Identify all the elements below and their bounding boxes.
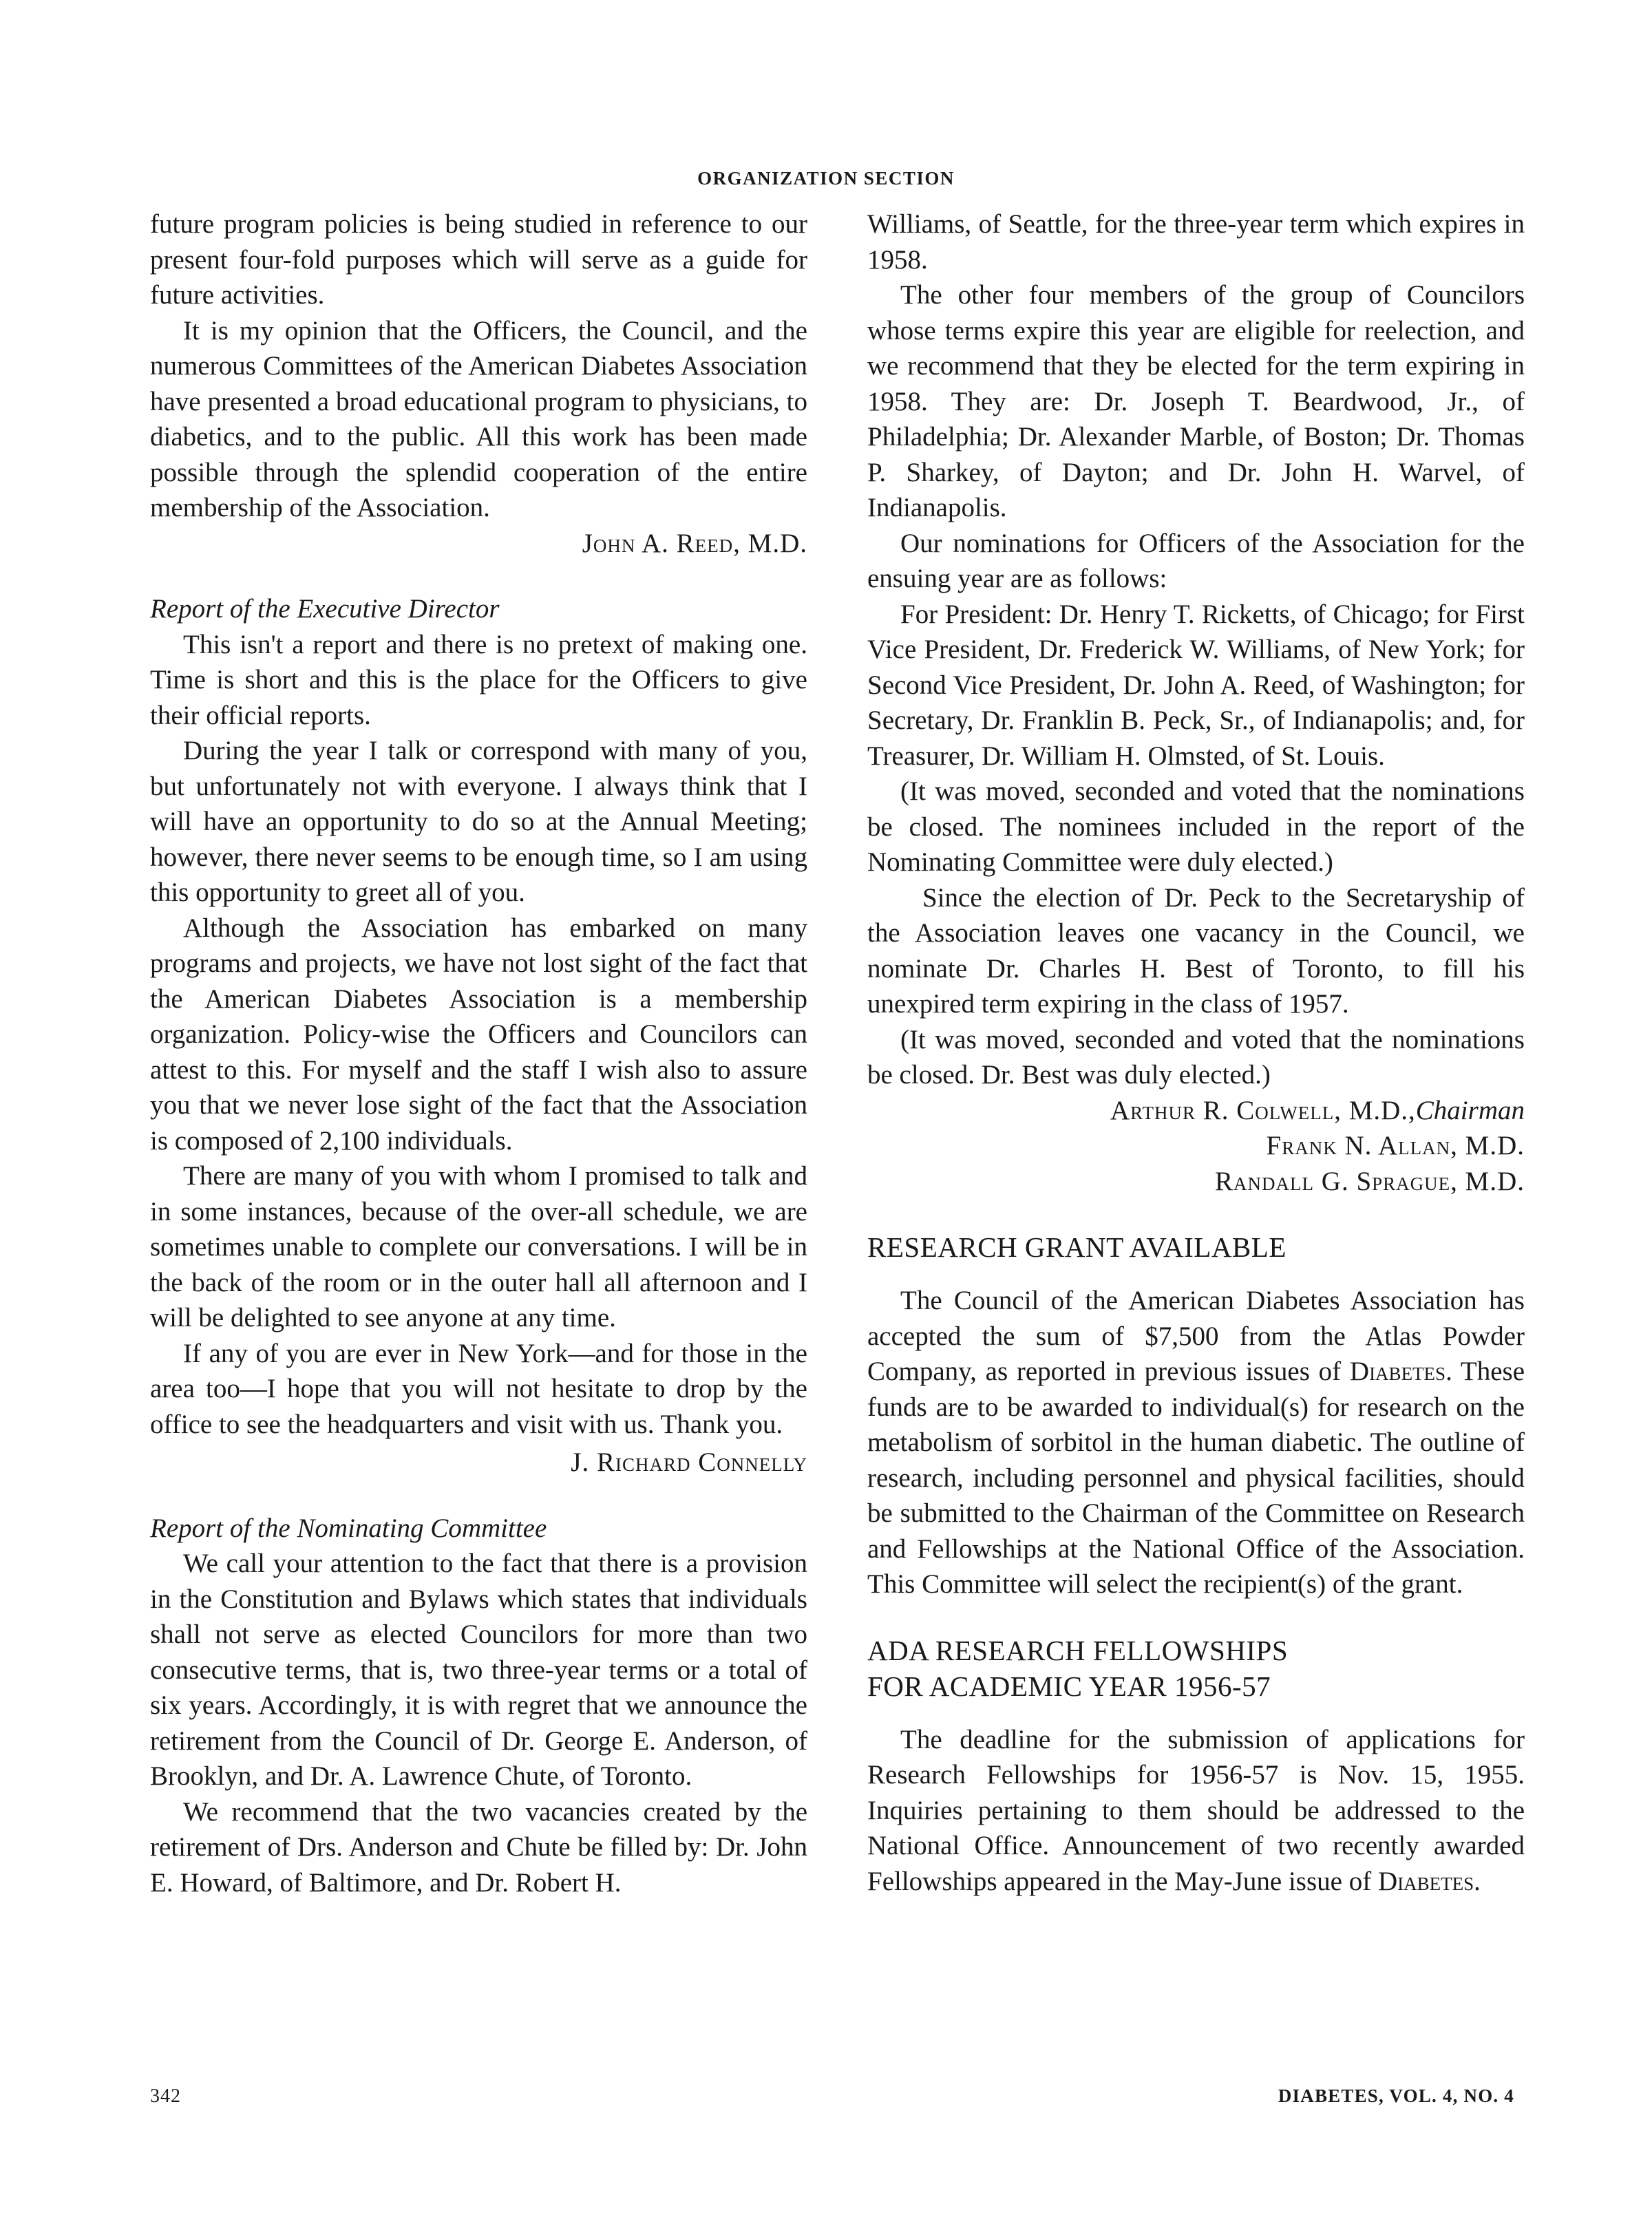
paragraph: Although the Association has embarked on many programs and projects, we have not lost sight of the fact that the American Diabetes Association is a membership organization. Policy-wise the Officers and Councilors can attest to this. For myself and the staff I wish also to assure you that we never lose sight of the fact that the Association is composed of 2,100 individuals. [150,913,807,1156]
paragraph: The other four members of the group of Councilors whose terms expire this year are eligible for reelection, and we recommend that they be elected for the term expiring in 1958. They are: Dr. Joseph T. Beardwood, Jr., of Philadelphia; Dr. Alexander Marble, of Boston; Dr. Thomas P. Sharkey, of Dayton; and Dr. John H. Warvel, of Indianapolis. [867,280,1525,522]
signature-reed: John A. Reed, M.D. [582,528,807,558]
committee-signatures [867,1093,1525,1200]
signature-sprague: Randall G. Sprague, M.D. [1215,1166,1525,1196]
paragraph: It is my opinion that the Officers, the Council, and the numerous Committees of the American Diabetes Association have presented a broad educational program to physicians, to diabetics, and to the public. All this work has been made possible through the splendid cooperation of the entire membership of the Association. [150,315,807,522]
section-heading-research-grant: RESEARCH GRANT AVAILABLE [867,1231,1286,1263]
paragraph: Since the election of Dr. Peck to the Secretaryship of the Association leaves one vacancy in the Council, we nominate Dr. Charles H. Best of Toronto, to fill his unexpired term expiring in the class of 1957. [867,882,1525,1019]
paragraph: future program policies is being studied in reference to our present four-fold purposes which will serve as a guide for future activities. [150,209,807,310]
right-column [867,206,1525,1899]
signature-colwell: Arthur R. Colwell, M.D.,Chairman [1110,1095,1525,1125]
left-column [150,206,807,1900]
paragraph: The deadline for the submission of applications for Research Fellowships for 1956-57 is Nov. 15, 1955. Inquiries pertaining to them should be addressed to the National Office. Announcement of two recently awarded Fellowships appeared in the May-June issue of Diabetes. [867,1724,1525,1896]
paragraph: Our nominations for Officers of the Association for the ensuing year are as follows: [867,528,1525,593]
paragraph: Williams, of Seattle, for the three-year term which expires in 1958. [867,209,1525,275]
signature-allan: Frank N. Allan, M.D. [1266,1131,1525,1160]
section-heading-executive-director: Report of the Executive Director [150,594,500,624]
paragraph: (It was moved, seconded and voted that the nominations be closed. Dr. Best was duly elected.) [867,1024,1525,1090]
journal-footer: DIABETES, VOL. 4, NO. 4 [1278,2085,1514,2106]
paragraph: We recommend that the two vacancies created by the retirement of Drs. Anderson and Chute be filled by: Dr. John E. Howard, of Baltimore, and Dr. Robert H. [150,1796,807,1898]
section-heading-fellowships: ADA RESEARCH FELLOWSHIPS FOR ACADEMIC YEAR 1956-57 [867,1634,1289,1702]
paragraph: The Council of the American Diabetes Association has accepted the sum of $7,500 from the Atlas Powder Company, as reported in previous issues of Diabetes. These funds are to be awarded to individual(s) for research on the metabolism of sorbitol in the human diabetic. The outline of research, including personnel and physical facilities, should be submitted to the Chairman of the Committee on Research and Fellowships at the National Office of the Association. This Committee will select the recipient(s) of the grant. [867,1286,1525,1599]
paragraph: For President: Dr. Henry T. Ricketts, of Chicago; for First Vice President, Dr. Frederick W. Williams, of New York; for Second Vice President, Dr. John A. Reed, of Washington; for Secretary, Dr. Franklin B. Peck, Sr., of Indianapolis; and, for Treasurer, Dr. William H. Olmsted, of St. Louis. [867,599,1525,771]
running-head: ORGANIZATION SECTION [697,168,955,189]
journal-name: Diabetes [1377,1866,1474,1896]
page-number: 342 [150,2085,181,2107]
paragraph: If any of you are ever in New York—and for those in the area too—I hope that you will not hesitate to drop by the office to see the headquarters and visit with us. Thank you. [150,1338,807,1439]
paragraph: There are many of you with whom I promised to talk and in some instances, because of the over-all schedule, we are sometimes unable to complete our conversations. I will be in the back of the room or in the outer hall all afternoon and I will be delighted to see anyone at any time. [150,1161,807,1332]
paragraph: This isn't a report and there is no pretext of making one. Time is short and this is the place for the Officers to give their official reports. [150,629,807,730]
paragraph: We call your attention to the fact that there is a provision in the Constitution and Bylaws which states that individuals shall not serve as elected Councilors for more than two consecutive terms, that is, two three-year terms or a total of six years. Accordingly, it is with regret that we announce the retirement from the Council of Dr. George E. Anderson, of Brooklyn, and Dr. A. Lawrence Chute, of Toronto. [150,1549,807,1791]
paragraph: (It was moved, seconded and voted that the nominations be closed. The nominees included in the report of the Nominating Committee were duly elected.) [867,776,1525,877]
signature-connelly: J. Richard Connelly [571,1447,807,1477]
chairman-title: Chairman [1415,1095,1525,1125]
paragraph: During the year I talk or correspond with many of you, but unfortunately not with everyone. I always think that I will have an opportunity to do so at the Annual Meeting; however, there never seems to be enough time, so I am using this opportunity to greet all of you. [150,736,807,907]
section-heading-nominating-committee: Report of the Nominating Committee [150,1513,547,1543]
journal-name: Diabetes [1349,1357,1446,1386]
